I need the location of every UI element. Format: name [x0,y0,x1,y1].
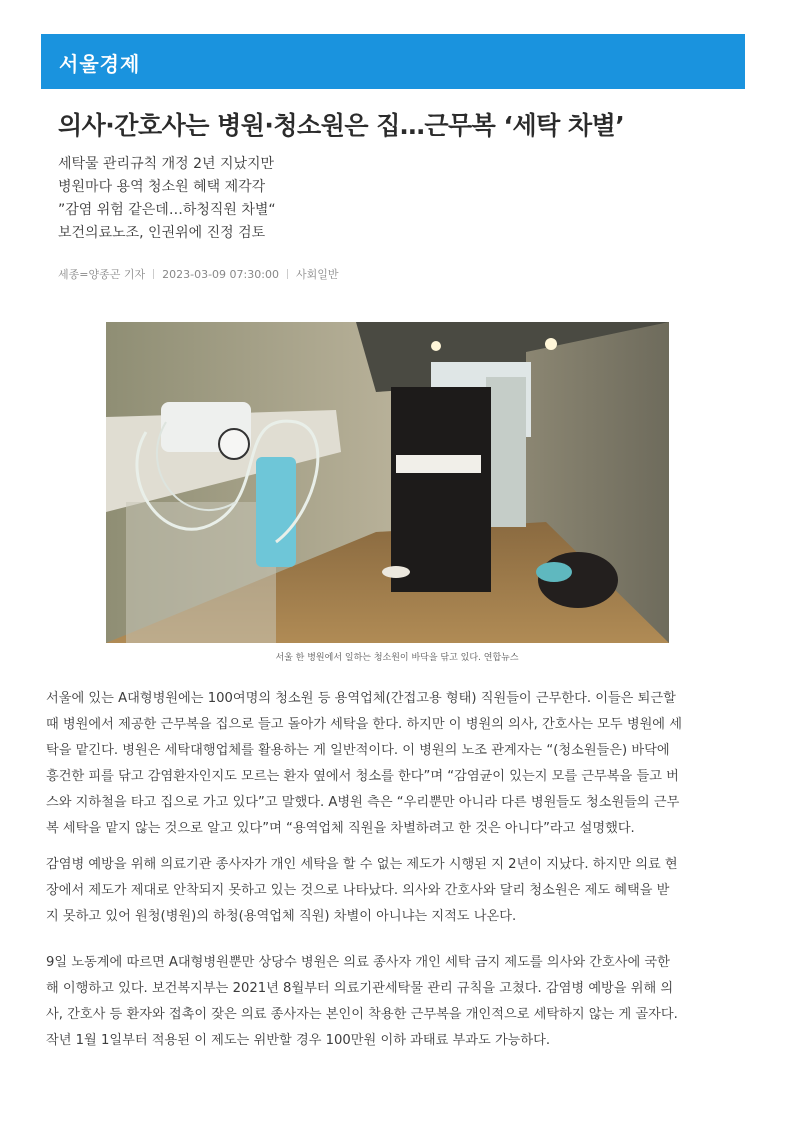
article-photo [106,322,669,643]
photo-caption: 서울 한 병원에서 일하는 청소원이 바닥을 닦고 있다. 연합뉴스 [275,653,519,663]
byline: 세종=양종곤 기자 [58,268,146,281]
paragraph-line: 해 이행하고 있다. 보건복지부는 2021년 8월부터 의료기관세탁물 관리 규칙을 고쳤다. 감염병 예방을 위해 의 [46,981,674,996]
meta-divider [287,269,288,279]
paragraph-line: 때 병원에서 제공한 근무복을 집으로 들고 돌아가 세탁을 한다. 하지만 이 병원의 의사, 간호사는 모두 병원에 세 [46,717,682,732]
article-paragraph [46,686,746,842]
article-paragraph [46,950,746,1054]
header-banner [41,34,745,89]
paragraph-line: 탁을 맡긴다. 병원은 세탁대행업체를 활용하는 게 일반적이다. 이 병원의 노조 관계자는 “(청소원들은) 바닥에 [46,743,670,758]
paragraph-line: 복 세탁을 맡지 않는 것으로 알고 있다”며 “용역업체 직원을 차별하려고 한 것은 아니다”라고 설명했다. [46,821,635,836]
subheadline: 세탁물 관리규칙 개정 2년 지났지만 [58,156,275,172]
paragraph-line: 작년 1월 1일부터 적용된 이 제도는 위반할 경우 100만원 이하 과태료 부과도 가능하다. [46,1033,551,1048]
paragraph-line: 감염병 예방을 위해 의료기관 종사자가 개인 세탁을 할 수 없는 제도가 시행된 지 2년이 지났다. 하지만 의료 현 [46,857,678,872]
article-meta [58,266,338,282]
publish-datetime: 2023-03-09 07:30:00 [162,268,279,281]
paragraph-line: 사, 간호사 등 환자와 접촉이 잦은 의료 종사자는 본인이 착용한 근무복을 개인적으로 세탁하지 않는 게 골자다. [46,1007,678,1022]
subheadline: 보건의료노조, 인권위에 진정 검토 [58,225,266,241]
subheadline: 병원마다 용역 청소원 혜택 제각각 [58,179,266,195]
article-headline: 의사·간호사는 병원·청소원은 집…근무복 ‘세탁 차별’ [58,111,625,140]
subheadline-block [58,153,558,245]
section-label: 사회일반 [295,268,339,281]
publication-name: 서울경제 [59,52,141,76]
paragraph-line: 스와 지하철을 타고 집으로 가고 있다”고 말했다. A병원 측은 “우리뿐만 아니라 다른 병원들도 청소원들의 근무 [46,795,680,810]
paragraph-line: 흥건한 피를 닦고 감염환자인지도 모르는 환자 옆에서 청소를 한다”며 “감염균이 있는지 모를 근무복을 들고 버 [46,769,679,784]
paragraph-line: 9일 노동계에 따르면 A대형병원뿐만 상당수 병원은 의료 종사자 개인 세탁 금지 제도를 의사와 간호사에 국한 [46,955,670,970]
meta-divider [153,269,154,279]
paragraph-line: 서울에 있는 A대형병원에는 100여명의 청소원 등 용역업체(간접고용 형태) 직원들이 근무한다. 이들은 퇴근할 [46,691,676,706]
paragraph-line: 지 못하고 있어 원청(병원)의 하청(용역업체 직원) 차별이 아니냐는 지적도 나온다. [46,909,517,924]
article-paragraph [46,852,746,930]
paragraph-line: 장에서 제도가 제대로 안착되지 못하고 있는 것으로 나타났다. 의사와 간호사와 달리 청소원은 제도 혜택을 받 [46,883,670,898]
subheadline: ”감염 위험 같은데…하청직원 차별“ [58,202,276,218]
